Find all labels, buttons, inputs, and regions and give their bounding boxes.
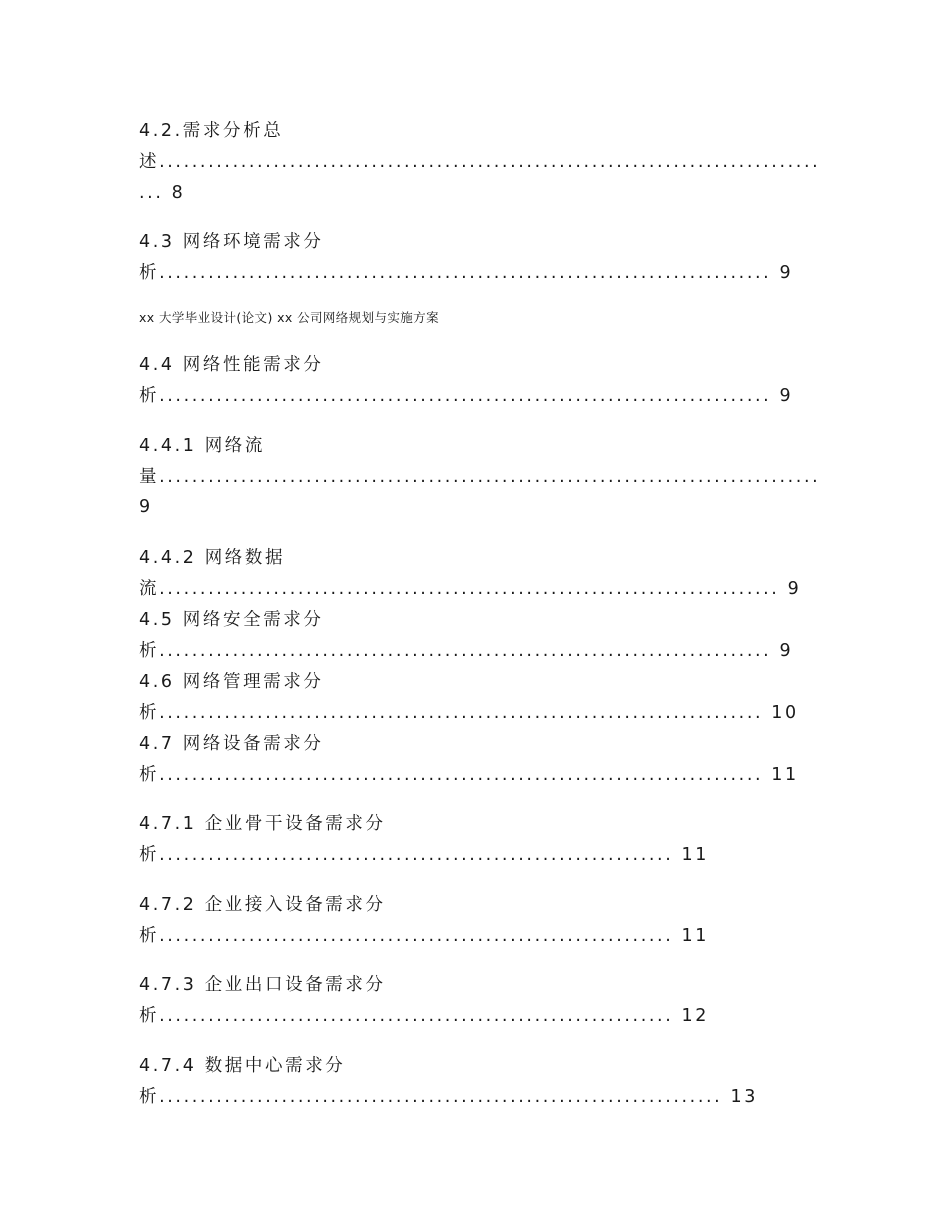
- toc-entry-title: 4.3 网络环境需求分: [139, 232, 324, 252]
- toc-entry-leader: 析........................................................................... 9: [139, 263, 794, 283]
- toc-entry-title: 4.7.3 企业出口设备需求分: [139, 975, 386, 995]
- toc-entry-leader: 量.................................................................................: [139, 467, 821, 487]
- toc-entry-page: ... 8: [139, 183, 186, 203]
- toc-entry-title: 4.5 网络安全需求分: [139, 610, 324, 630]
- toc-entry-leader: 述.................................................................................: [139, 152, 821, 172]
- toc-entry-title: 4.7.4 数据中心需求分: [139, 1056, 346, 1076]
- toc-entry-leader: 析............................................................... 11: [139, 845, 709, 865]
- toc-entry-leader: 流............................................................................ 9: [139, 579, 802, 599]
- toc-entry-leader: 析............................................................... 11: [139, 926, 709, 946]
- toc-entry-leader: 析.......................................................................... 10: [139, 703, 799, 723]
- toc-entry-title: 4.6 网络管理需求分: [139, 672, 324, 692]
- toc-entry-leader: 析........................................................................... 9: [139, 641, 794, 661]
- toc-entry-title: 4.4.2 网络数据: [139, 548, 286, 568]
- toc-entry-title: 4.7.2 企业接入设备需求分: [139, 895, 386, 915]
- running-header: xx 大学毕业设计(论文) xx 公司网络规划与实施方案: [139, 310, 439, 325]
- toc-entry-page: 9: [139, 497, 153, 517]
- toc-entry-title: 4.4 网络性能需求分: [139, 355, 324, 375]
- toc-entry-title: 4.7.1 企业骨干设备需求分: [139, 814, 386, 834]
- toc-entry-title: 4.7 网络设备需求分: [139, 734, 324, 754]
- toc-entry-leader: 析..................................................................... 13: [139, 1087, 758, 1107]
- toc-entry-title: 4.4.1 网络流: [139, 436, 265, 456]
- toc-entry-leader: 析.......................................................................... 11: [139, 765, 799, 785]
- toc-entry-title: 4.2.需求分析总: [139, 121, 284, 141]
- toc-entry-leader: 析............................................................... 12: [139, 1006, 709, 1026]
- toc-entry-leader: 析........................................................................... 9: [139, 386, 794, 406]
